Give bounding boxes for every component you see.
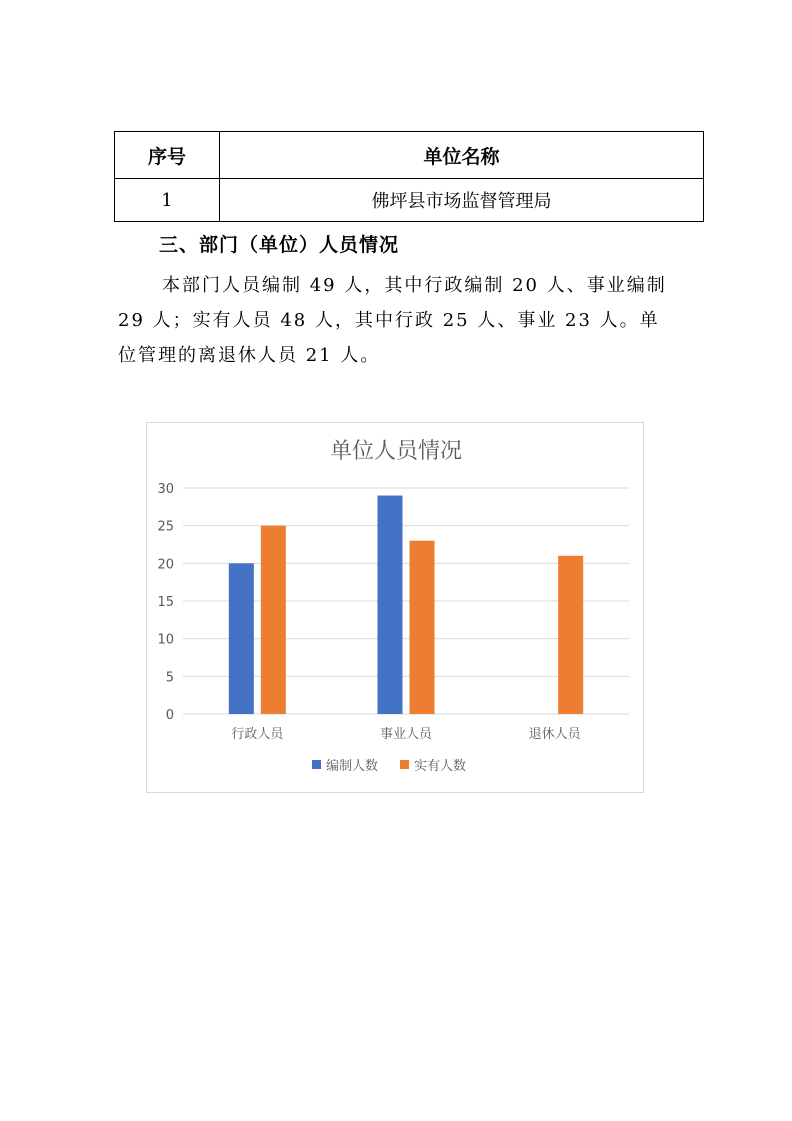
- table-header-seq: 序号: [115, 132, 220, 179]
- bar-actual: [558, 556, 583, 714]
- chart-container: [146, 422, 644, 793]
- bar-actual: [261, 526, 286, 714]
- bar-authorized: [378, 496, 403, 714]
- unit-table: [114, 131, 704, 222]
- table-header-row: [115, 132, 704, 179]
- y-tick-label: 0: [165, 708, 174, 723]
- y-tick-label: 30: [157, 482, 174, 497]
- x-category-label: 事业人员: [379, 727, 433, 742]
- legend-label: 编制人数: [326, 759, 379, 774]
- legend-label: 实有人数: [414, 759, 467, 774]
- body-paragraph: 本部门人员编制 49 人，其中行政编制 20 人、事业编制 29 人；实有人员 48 人，其中行政 25 人、事业 23 人。单位管理的离退休人员 21 人。: [118, 275, 667, 366]
- table-row: [115, 179, 704, 222]
- y-tick-label: 10: [157, 632, 174, 648]
- chart-title: 单位人员情况: [329, 439, 463, 464]
- y-tick-label: 20: [157, 557, 174, 573]
- y-tick-label: 25: [157, 519, 174, 535]
- x-category-label: 行政人员: [231, 727, 284, 742]
- bar-authorized: [229, 563, 254, 714]
- table-cell-seq: 1: [115, 179, 220, 222]
- y-tick-label: 15: [157, 595, 174, 610]
- table-header-unit-name: 单位名称: [220, 132, 704, 179]
- section-heading: 三、部门（单位）人员情况: [159, 234, 400, 256]
- x-category-label: 退休人员: [528, 727, 581, 742]
- bar-actual: [410, 541, 435, 714]
- y-tick-label: 5: [165, 670, 174, 686]
- legend-swatch: [312, 760, 321, 769]
- bar-chart: [147, 423, 645, 794]
- legend-swatch: [400, 760, 409, 769]
- table-cell-unit-name: 佛坪县市场监督管理局: [220, 179, 704, 222]
